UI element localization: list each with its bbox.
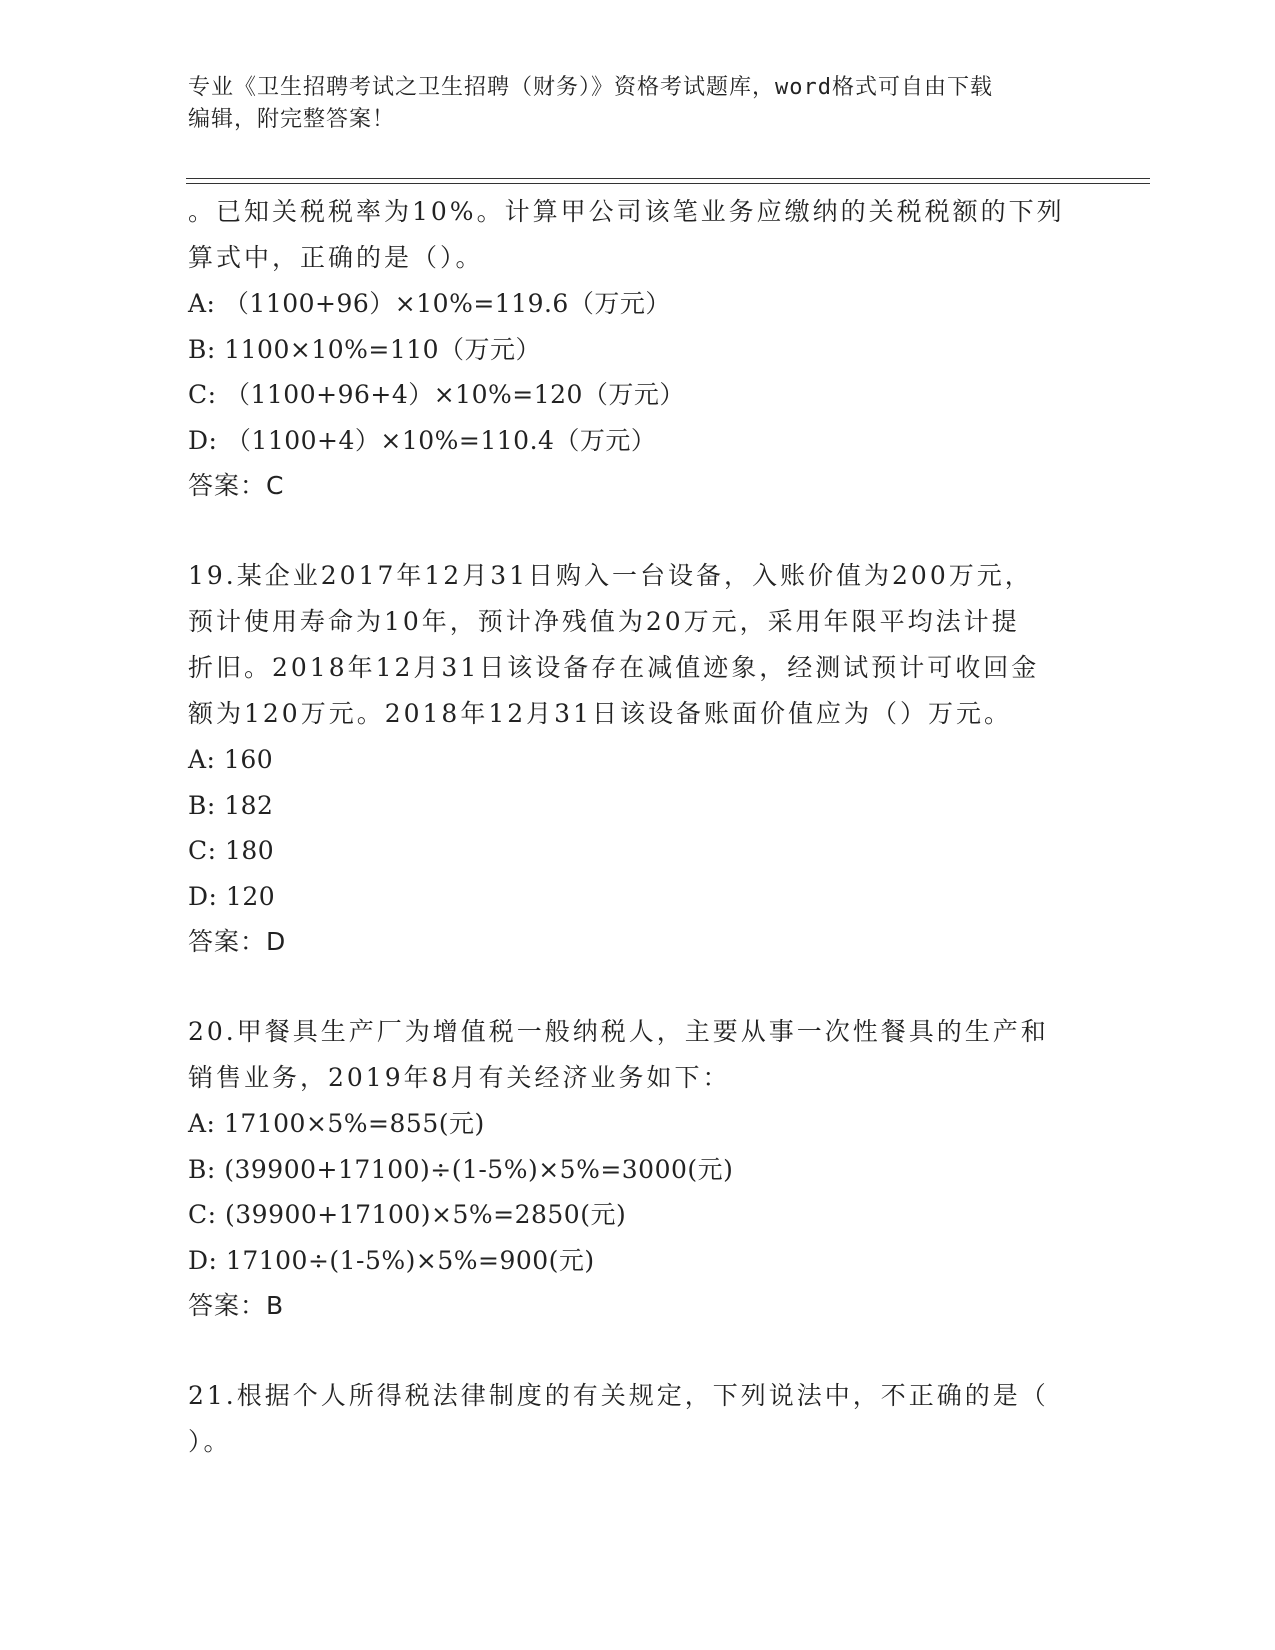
option-a: A: （1100+96）×10%=119.6（万元） [188,289,671,318]
question-text: 。已知关税税率为10%。计算甲公司该笔业务应缴纳的关税税额的下列 [188,197,1065,226]
option-d: D: （1100+4）×10%=110.4（万元） [188,425,657,455]
question-text: 预计使用寿命为10年，预计净残值为20万元，采用年限平均法计提 [188,607,1020,636]
question-list [188,189,1108,1465]
header-divider-bottom [186,183,1150,184]
option-b: B: (39900+17100)÷(1-5%)×5%=3000(元) [188,1154,734,1184]
question-text: 19.某企业2017年12月31日购入一台设备，入账价值为200万元， [188,561,1033,590]
spacer [188,509,1108,553]
option-b: B: 182 [188,790,274,820]
question-text: 21.根据个人所得税法律制度的有关规定，下列说法中，不正确的是（ [188,1381,1049,1410]
spacer [188,965,1108,1009]
question-21 [188,1373,1108,1465]
document-header [188,72,1088,136]
option-b: B: 1100×10%=110（万元） [188,334,542,364]
header-title-line-1: 专业《卫生招聘考试之卫生招聘（财务）》资格考试题库，word格式可自由下载 [188,75,993,100]
question-text: 折旧。2018年12月31日该设备存在减值迹象，经测试预计可收回金 [188,653,1040,682]
question-20 [188,1009,1108,1329]
option-a: A: 160 [188,745,274,774]
option-a: A: 17100×5%=855(元) [188,1109,485,1138]
option-d: D: 17100÷(1-5%)×5%=900(元) [188,1245,595,1275]
option-c: C: （1100+96+4）×10%=120（万元） [188,380,685,409]
question-19 [188,553,1108,965]
option-c: C: (39900+17100)×5%=2850(元) [188,1200,627,1229]
question-text: 销售业务，2019年8月有关经济业务如下： [188,1063,731,1092]
question-text: 额为120万元。2018年12月31日该设备账面价值应为（）万元。 [188,699,1012,728]
spacer [188,1329,1108,1373]
header-divider-top [186,178,1150,179]
answer: 答案：C [188,471,285,500]
question-text: ）。 [188,1427,232,1456]
header-title-line-2: 编辑，附完整答案！ [188,107,396,132]
question-text: 算式中，正确的是（）。 [188,243,484,272]
question-text: 20.甲餐具生产厂为增值税一般纳税人，主要从事一次性餐具的生产和 [188,1017,1049,1046]
answer: 答案：B [188,1291,285,1320]
option-c: C: 180 [188,836,275,865]
answer: 答案：D [188,927,287,956]
question-18 [188,189,1108,509]
option-d: D: 120 [188,881,276,911]
